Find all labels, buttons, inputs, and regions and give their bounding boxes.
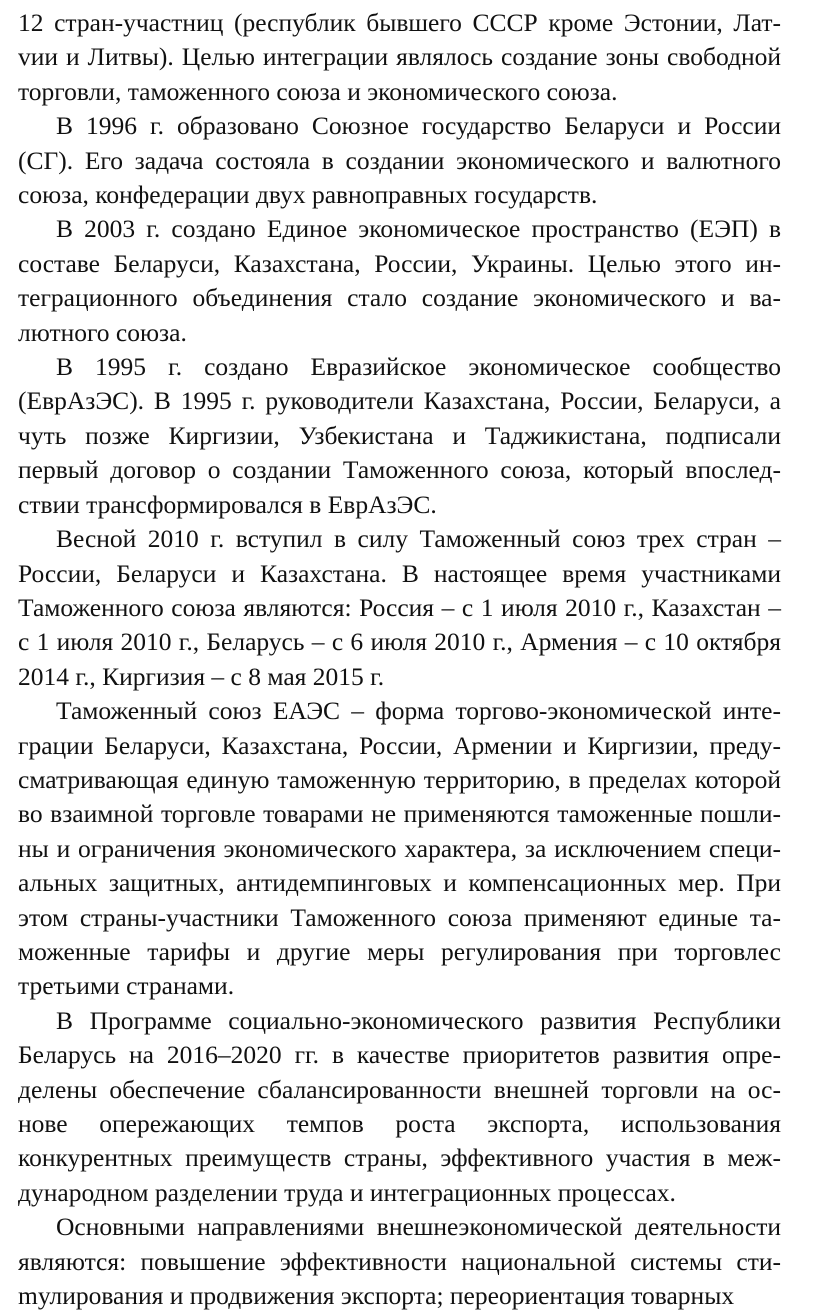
paragraph-development-program: В Программе социально-экономического развития Республики Беларусь на 2016–2020 гг. в качестве приоритетов развития определены обеспечение сбалансированности внешней торговли на основе опережающих темпов роста экспорта, использования конкурентных преимуществ страны, эффективного участия в международном разделении труда и интеграционных процессах. [18, 1005, 781, 1207]
paragraph-union-state: В 1996 г. образовано Союзное государство Беларуси и России (СГ). Его задача состояла в создании экономического и валютного союза, конфедерации двух равноправных государств. [18, 111, 781, 210]
paragraph-main-directions: Основными направлениями внешнеэкономической деятельности являются: повышение эффективности национальной системы стиmулирования и продвижения экспорта; переориентация товарных [18, 1212, 781, 1311]
paragraph-eurasec: В 1995 г. создано Евразийское экономическое сообщество (ЕврАзЭС). В 1995 г. руководители Казахстана, России, Беларуси, а чуть позже Киргизии, Узбекистана и Таджикистана, подписали первый договор о создании Таможенного союза, который впоследствии трансформировался в ЕврАзЭС. [18, 352, 781, 519]
paragraph-cis-continuation: 12 стран-участниц (республик бывшего СССР кроме Эстонии, Латvии и Литвы). Целью интеграции являлось создание зоны свободной торговли, таможенного союза и экономического союза. [18, 8, 781, 106]
paragraph-eaeu-customs-union: Таможенный союз ЕАЭС – форма торгово-экономической интеграции Беларуси, Казахстана, России, Армении и Киргизии, предусматривающая единую таможенную территорию, в пределах которой во взаимной торговле товарами не применяются таможенные пошлины и ограничения экономического характера, за исключением специальных защитных, антидемпинговых и компенсационных мер. При этом страны-участники Таможенного союза применяют единые таможенные тарифы и другие меры регулирования при торговлес третьими странами. [18, 696, 781, 1001]
document-page [18, 6, 781, 1313]
paragraph-common-economic-space: В 2003 г. создано Единое экономическое пространство (ЕЭП) в составе Беларуси, Казахстана, России, Украины. Целью этого интеграционного объединения стало создание экономического и валютного союза. [18, 214, 781, 347]
paragraph-customs-union-2010: Весной 2010 г. вступил в силу Таможенный союз трех стран – России, Беларуси и Казахстана. В настоящее время участниками Таможенного союза являются: Россия – с 1 июля 2010 г., Казахстан – с 1 июля 2010 г., Беларусь – с 6 июля 2010 г., Армения – с 10 октября 2014 г., Киргизия – с 8 мая 2015 г. [18, 524, 781, 691]
